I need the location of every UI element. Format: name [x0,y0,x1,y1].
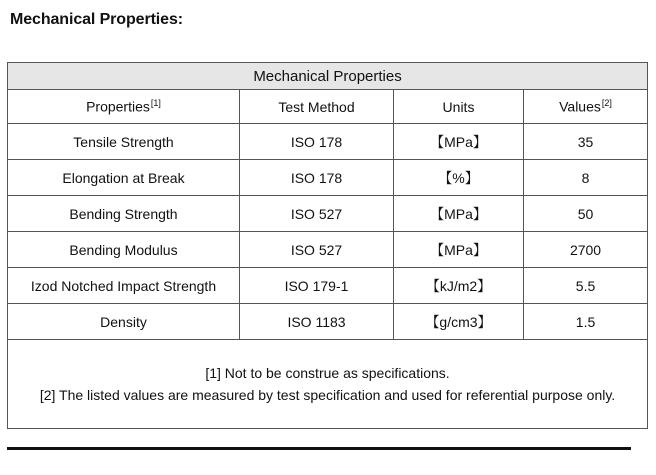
notes-cell [8,340,648,429]
mechanical-properties-table [7,62,648,429]
table-row [8,232,648,268]
method-cell: ISO 527 [240,196,394,232]
method-cell: ISO 1183 [240,304,394,340]
table-row [8,124,648,160]
table-row [8,268,648,304]
unit-cell: 【g/cm3】 [394,304,524,340]
method-cell: ISO 178 [240,124,394,160]
value-cell: 2700 [524,232,648,268]
property-cell: Tensile Strength [8,124,240,160]
footnote-marker-2: [2] [601,98,612,109]
footnote-marker-1: [1] [150,98,161,109]
column-header-values [524,90,648,124]
value-cell: 5.5 [524,268,648,304]
method-cell: ISO 527 [240,232,394,268]
value-cell: 1.5 [524,304,648,340]
footnote-1: [1] Not to be construe as specifications. [205,365,450,381]
unit-cell: 【MPa】 [394,124,524,160]
property-cell: Bending Strength [8,196,240,232]
unit-cell: 【kJ/m2】 [394,268,524,304]
unit-cell: 【MPa】 [394,232,524,268]
column-header-properties [8,90,240,124]
value-cell: 8 [524,160,648,196]
property-cell: Elongation at Break [8,160,240,196]
table-title-row [8,63,648,90]
table-title: Mechanical Properties [8,63,648,90]
property-cell: Bending Modulus [8,232,240,268]
section-divider [7,447,631,450]
table-row [8,160,648,196]
method-cell: ISO 178 [240,160,394,196]
column-header-test-method: Test Method [240,90,394,124]
footnote-2: [2] The listed values are measured by test specification and used for referential purpose only. [39,387,616,403]
column-header-properties-label: Properties [86,98,150,115]
property-cell: Izod Notched Impact Strength [8,268,240,304]
value-cell: 35 [524,124,648,160]
unit-cell: 【%】 [394,160,524,196]
column-header-units: Units [394,90,524,124]
unit-cell: 【MPa】 [394,196,524,232]
table-row [8,196,648,232]
page-title: Mechanical Properties: [10,11,183,28]
notes-row [8,340,648,429]
table-row [8,304,648,340]
table-header-row [8,90,648,124]
value-cell: 50 [524,196,648,232]
property-cell: Density [8,304,240,340]
column-header-values-label: Values [559,98,601,115]
method-cell: ISO 179-1 [240,268,394,304]
